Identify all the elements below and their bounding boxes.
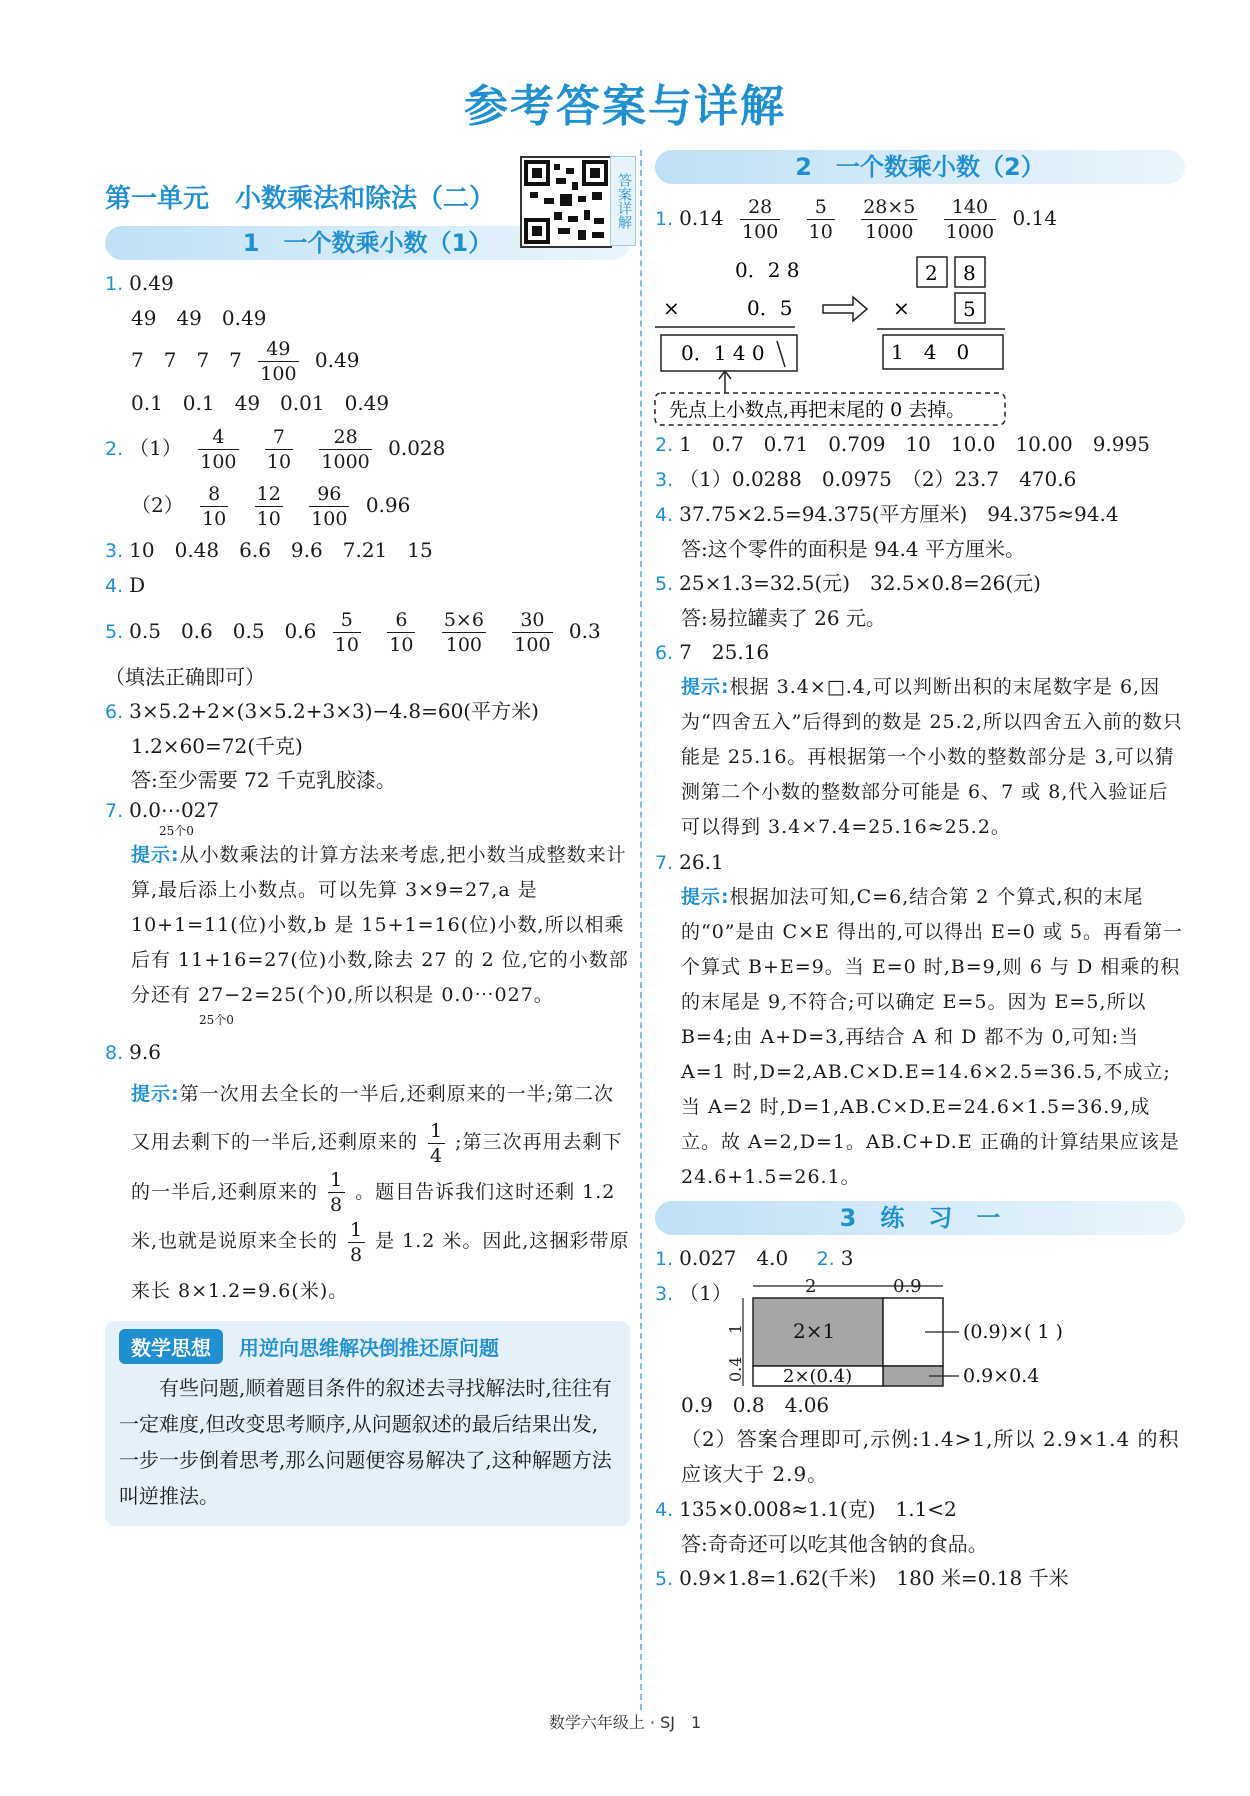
math-thinking-tag: 数学思想 <box>119 1329 223 1364</box>
answer-6-line2: 1.2×60=72(千克) <box>131 734 303 758</box>
hint-7-sub: 25个0 <box>199 1013 234 1027</box>
math-thinking-text: 有些问题,顺着题目条件的叙述去寻找解法时,往往有一定难度,但改变思考顺序,从问题叙述的最后结果出发,一步一步倒着思考,那么问题便容易解决了,这种解题方法叫逆推法。 <box>119 1375 612 1508</box>
e-answer-4: 4. 135×0.008≈1.1(克) 1.1<2 <box>655 1497 957 1521</box>
fraction: $\frac{12}{10}$ <box>256 483 281 530</box>
r-answer-1: 1. 0.14 $\frac{28}{100}$ $\frac{5}{10}$ $\frac{28\times 5}{1000}$ $\frac{140}{1000}$ 0.14 <box>655 196 1057 243</box>
fraction: $\frac{28\times 5}{1000}$ <box>863 196 916 243</box>
e-answer-1: 1. 0.027 4.0 2. 3 <box>655 1246 854 1270</box>
page-title: 参考答案与详解 <box>464 81 786 132</box>
answer-8: 8. 9.6 <box>105 1040 161 1064</box>
svg-text:1: 1 <box>726 1323 745 1334</box>
arrow-right-icon <box>823 297 867 321</box>
diagram-top: 0．2 8 <box>735 258 800 282</box>
svg-text:2×(0.4): 2×(0.4) <box>783 1366 853 1387</box>
answer-1-line4: 0.1 0.1 49 0.01 0.49 <box>131 391 390 415</box>
diagram-box1: 2 <box>925 261 938 285</box>
fraction: $\frac{30}{100}$ <box>514 609 551 656</box>
answer-1-line2: 49 49 0.49 <box>131 306 267 330</box>
svg-text:2×1: 2×1 <box>793 1319 836 1343</box>
diagram-result2: 1 4 0 <box>891 340 970 364</box>
page-footer: 数学六年级上 · SJ 1 <box>548 1713 702 1732</box>
r-answer-7: 7. 26.1 <box>655 850 724 874</box>
answer-7: 7. 0.0⋯027 <box>105 798 220 822</box>
answer-6: 6. 3×5.2+2×(3×5.2+3×3)−4.8=60(平方米) <box>105 699 539 723</box>
e-answer-3-part2: （2）答案合理即可,示例:1.4>1,所以 2.9×1.4 的积应该大于 2.9。 <box>681 1427 1180 1486</box>
fraction: $\frac{7}{10}$ <box>266 426 292 473</box>
math-thinking-box <box>105 1321 630 1526</box>
hint-7: 提示:从小数乘法的计算方法来考虑,把小数当成整数来计算,最后添上小数点。可以先算 3×9=27,a 是 10+1=11(位)小数,b 是 15+1=16(位)小数,所以相乘后有 11+16=27(位)小数,除去 27 的 2 位,它的小数部分还有 27−2=25(个)0,所以积是 0.0⋯027。 <box>131 844 629 1006</box>
answer-7-sub: 25个0 <box>159 824 194 838</box>
multiplication-diagram <box>655 247 1185 427</box>
fraction: $\frac{1}{8}$ <box>350 1218 364 1266</box>
answer-4: 4. D <box>105 573 146 597</box>
answer-2: 2. （1） $\frac{4}{100}$ $\frac{7}{10}$ $\frac{28}{1000}$ 0.028 <box>105 426 446 473</box>
answer-3: 3. 10 0.48 6.6 9.6 7.21 15 <box>105 538 433 562</box>
fraction: $\frac{5\times 6}{100}$ <box>443 609 484 656</box>
fraction: $\frac{5}{10}$ <box>334 609 359 656</box>
answer-5: 5. 0.5 0.6 0.5 0.6 $\frac{5}{10}$ $\frac{6}{10}$ $\frac{5\times 6}{100}$ $\frac{30}{100}$ 0.3 <box>105 609 601 656</box>
math-thinking-title: 用逆向思维解决倒推还原问题 <box>239 1335 499 1360</box>
e-answer-4-line2: 答:奇奇还可以吃其他含钠的食品。 <box>681 1532 988 1556</box>
answer-1-line3: 7 7 7 7 $\frac{49}{100}$ 0.49 <box>131 338 360 385</box>
hint-8: 提示:第一次用去全长的一半后,还剩原来的一半;第二次又用去剩下的一半后,还剩原来的 $\frac{1}{4}$ ;第三次再用去剩下的一半后,还剩原来的 $\frac{1}{8}$ 。题目告诉我们这时还剩 1.2 米,也就是说原来全长的 $\frac{1}{8}$ 是 1.2 米。因此,这捆彩带原来长 8×1.2=9.6(米)。 <box>131 1083 630 1302</box>
fraction: $\frac{6}{10}$ <box>389 609 414 656</box>
e-answer-3-values: 0.9 0.8 4.06 <box>681 1393 830 1417</box>
diagram-box2: 8 <box>963 261 976 285</box>
section-title-2: 2 一个数乘小数（2） <box>655 150 1185 184</box>
r-hint-6: 提示:根据 3.4×□.4,可以判断出积的末尾数字是 6,因为“四舍五入”后得到的数是 25.2,所以四舍五入前的数只能是 25.16。再根据第一个小数的整数部分是 3,可以猜测第二个小数的整数部分可能是 6、7 或 8,代入验证后可以得到 3.4×7.4=25.16≈25.2。 <box>681 676 1183 838</box>
fraction: $\frac{28}{1000}$ <box>321 426 370 473</box>
fraction: $\frac{96}{100}$ <box>311 483 348 530</box>
answer-5-note: （填法正确即可） <box>105 665 265 689</box>
svg-text:(0.9)×( 1 ): (0.9)×( 1 ) <box>963 1321 1063 1343</box>
diagram-result: 0．1 4 0 <box>681 341 765 365</box>
area-diagram <box>726 1276 1173 1388</box>
diagram-box3: 5 <box>963 297 976 321</box>
svg-text:0.4: 0.4 <box>726 1356 745 1382</box>
left-column <box>105 148 630 1526</box>
r-answer-4-line2: 答:这个零件的面积是 94.4 平方厘米。 <box>681 537 1025 561</box>
diagram-times2: × <box>893 296 910 320</box>
qr-code-icon[interactable] <box>520 156 612 248</box>
section-title-3: 3 练 习 一 <box>655 1201 1185 1235</box>
r-answer-4: 4. 37.75×2.5=94.375(平方厘米) 94.375≈94.4 <box>655 502 1119 526</box>
r-answer-6: 6. 7 25.16 <box>655 640 770 664</box>
e-answer-3: 3. （1） 2 0.9 1 0.4 2×1 2×(0.4) (0.9)×( 1 ) 0.9×0.4 <box>655 1276 1185 1388</box>
answer-6-line3: 答:至少需要 72 千克乳胶漆。 <box>131 768 396 792</box>
fraction: $\frac{1}{8}$ <box>330 1169 344 1216</box>
fraction: $\frac{1}{4}$ <box>430 1119 444 1167</box>
svg-text:0.9×0.4: 0.9×0.4 <box>963 1365 1040 1387</box>
unit-header <box>105 148 630 248</box>
fraction: $\frac{49}{100}$ <box>260 338 297 385</box>
fraction: $\frac{28}{100}$ <box>742 196 779 243</box>
r-answer-2: 2. 1 0.7 0.71 0.709 10 10.0 10.00 9.995 <box>655 432 1150 456</box>
answer-2-part2: （2） $\frac{8}{10}$ $\frac{12}{10}$ $\frac{96}{100}$ 0.96 <box>131 483 411 530</box>
fraction: $\frac{8}{10}$ <box>202 483 227 530</box>
right-column <box>655 148 1185 1596</box>
e-answer-5: 5. 0.9×1.8=1.62(千米) 180 米=0.18 千米 <box>655 1566 1069 1590</box>
column-divider <box>640 150 642 1710</box>
section-title-1: 1 一个数乘小数（1） <box>105 226 630 260</box>
svg-text:2: 2 <box>805 1276 817 1297</box>
fraction: $\frac{4}{100}$ <box>200 426 237 473</box>
qr-label: 答案详解 <box>610 156 636 246</box>
unit-title: 第一单元 小数乘法和除法（二） <box>105 184 496 214</box>
r-answer-5-line2: 答:易拉罐卖了 26 元。 <box>681 606 886 630</box>
r-answer-3: 3. （1）0.0288 0.0975 （2）23.7 470.6 <box>655 467 1077 491</box>
answer-1: 1. 0.49 <box>105 271 174 295</box>
diagram-note: 先点上小数点,再把末尾的 0 去掉。 <box>669 399 966 421</box>
diagram-times: × <box>663 296 680 320</box>
diagram-multiplier: 0．5 <box>747 296 793 320</box>
fraction: $\frac{140}{1000}$ <box>945 196 995 243</box>
r-hint-7: 提示:根据加法可知,C=6,结合第 2 个算式,积的末尾的“0”是由 C×E 得出的,可以得出 E=0 或 5。再看第一个算式 B+E=9。当 E=0 时,B=9,则 6 与 D 相乘的积的末尾是 9,不符合;可以确定 E=5。因为 E=5,所以 B=4;由 A+D=3,再结合 A 和 D 都不为 0,可知:当 A=1 时,D=2,AB.C×D.E=14.6×2.5=36.5,不成立;当 A=2 时,D=1,AB.C×D.E=24.6×1.5=36.9,成立。故 A=2,D=1。AB.C+D.E 正确的计算结果应该是 24.6+1.5=26.1。 <box>681 886 1184 1188</box>
svg-text:0.9: 0.9 <box>893 1276 922 1297</box>
r-answer-5: 5. 25×1.3=32.5(元) 32.5×0.8=26(元) <box>655 571 1041 595</box>
fraction: $\frac{5}{10}$ <box>808 196 833 243</box>
